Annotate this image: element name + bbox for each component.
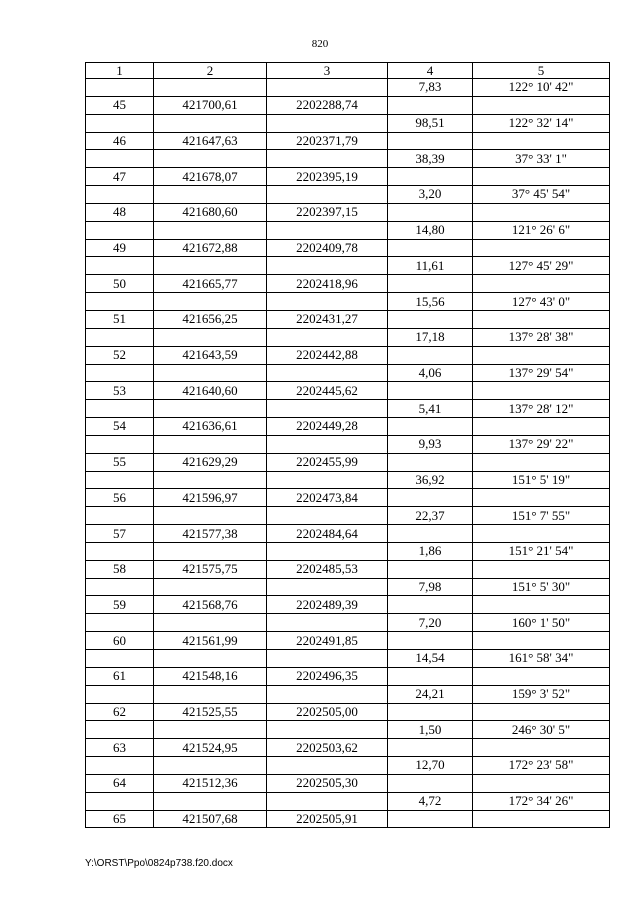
table-row — [86, 596, 610, 614]
table-cell-c4: 24,21 — [388, 685, 473, 703]
table-cell-c2: 421647,63 — [154, 132, 267, 150]
table-cell-c5: 151° 5' 19" — [473, 471, 610, 489]
table-cell-c1: 48 — [86, 203, 154, 221]
table-cell-c5: 161° 58' 34" — [473, 650, 610, 668]
table-cell-c2 — [154, 400, 267, 418]
table-cell-c1: 50 — [86, 275, 154, 293]
table-cell-c5: 160° 1' 50" — [473, 614, 610, 632]
table-cell-c2 — [154, 685, 267, 703]
table-cell-c5 — [473, 596, 610, 614]
table-row — [86, 757, 610, 775]
table-cell-c1: 49 — [86, 239, 154, 257]
table-cell-c2: 421680,60 — [154, 203, 267, 221]
table-row — [86, 114, 610, 132]
table-cell-c1: 58 — [86, 560, 154, 578]
table-cell-c1 — [86, 542, 154, 560]
table-cell-c5 — [473, 275, 610, 293]
table-cell-c2: 421636,61 — [154, 418, 267, 436]
table-cell-c4: 36,92 — [388, 471, 473, 489]
table-cell-c2: 421629,29 — [154, 453, 267, 471]
table-cell-c4 — [388, 275, 473, 293]
table-cell-c3: 2202505,30 — [267, 774, 388, 792]
table-cell-c4: 1,50 — [388, 721, 473, 739]
table-cell-c1 — [86, 364, 154, 382]
table-cell-c4 — [388, 310, 473, 328]
table-body — [86, 79, 610, 828]
table-cell-c3 — [267, 79, 388, 97]
table-cell-c1 — [86, 114, 154, 132]
table-cell-c3 — [267, 542, 388, 560]
table-row — [86, 739, 610, 757]
table-cell-c5: 137° 28' 38" — [473, 328, 610, 346]
table-row — [86, 293, 610, 311]
table-cell-c5: 172° 23' 58" — [473, 757, 610, 775]
table-cell-c4: 14,80 — [388, 221, 473, 239]
table-cell-c3: 2202445,62 — [267, 382, 388, 400]
table-row — [86, 275, 610, 293]
table-cell-c1 — [86, 650, 154, 668]
table-cell-c5: 151° 7' 55" — [473, 507, 610, 525]
table-row — [86, 810, 610, 828]
table-cell-c4: 4,06 — [388, 364, 473, 382]
table-cell-c5: 37° 33' 1" — [473, 150, 610, 168]
table-cell-c3 — [267, 578, 388, 596]
table-cell-c4: 15,56 — [388, 293, 473, 311]
table-cell-c2: 421568,76 — [154, 596, 267, 614]
table-row — [86, 257, 610, 275]
table-cell-c2: 421507,68 — [154, 810, 267, 828]
table-cell-c5: 137° 28' 12" — [473, 400, 610, 418]
table-cell-c1: 61 — [86, 667, 154, 685]
table-cell-c3 — [267, 293, 388, 311]
table-cell-c5 — [473, 810, 610, 828]
table-cell-c4 — [388, 418, 473, 436]
table-cell-c2: 421577,38 — [154, 525, 267, 543]
table-cell-c1: 60 — [86, 632, 154, 650]
table-cell-c3: 2202418,96 — [267, 275, 388, 293]
table-row — [86, 400, 610, 418]
table-cell-c2: 421700,61 — [154, 96, 267, 114]
table-cell-c5 — [473, 418, 610, 436]
table-cell-c5 — [473, 525, 610, 543]
table-cell-c4 — [388, 774, 473, 792]
table-row — [86, 310, 610, 328]
table-cell-c4 — [388, 596, 473, 614]
table-cell-c2: 421656,25 — [154, 310, 267, 328]
table-cell-c3 — [267, 721, 388, 739]
table-cell-c5 — [473, 132, 610, 150]
table-cell-c5: 159° 3' 52" — [473, 685, 610, 703]
table-cell-c2: 421561,99 — [154, 632, 267, 650]
table-cell-c4: 5,41 — [388, 400, 473, 418]
table-cell-c3 — [267, 328, 388, 346]
table-cell-c2: 421524,95 — [154, 739, 267, 757]
table-cell-c2 — [154, 578, 267, 596]
table-row — [86, 364, 610, 382]
table-cell-c2 — [154, 471, 267, 489]
table-row — [86, 721, 610, 739]
table-cell-c1: 57 — [86, 525, 154, 543]
table-cell-c4: 7,20 — [388, 614, 473, 632]
table-row — [86, 328, 610, 346]
table-row — [86, 560, 610, 578]
table-cell-c2 — [154, 614, 267, 632]
table-cell-c4 — [388, 739, 473, 757]
table-cell-c2 — [154, 721, 267, 739]
table-cell-c5 — [473, 489, 610, 507]
table-cell-c4: 3,20 — [388, 186, 473, 204]
table-cell-c1 — [86, 757, 154, 775]
table-cell-c5 — [473, 310, 610, 328]
table-cell-c2: 421575,75 — [154, 560, 267, 578]
table-cell-c1: 59 — [86, 596, 154, 614]
table-cell-c2 — [154, 257, 267, 275]
table-cell-c2: 421672,88 — [154, 239, 267, 257]
table-cell-c3: 2202503,62 — [267, 739, 388, 757]
table-cell-c2 — [154, 221, 267, 239]
table-cell-c1 — [86, 471, 154, 489]
table-cell-c3: 2202455,99 — [267, 453, 388, 471]
table-cell-c3: 2202431,27 — [267, 310, 388, 328]
table-cell-c1: 63 — [86, 739, 154, 757]
column-header-4: 4 — [388, 63, 473, 79]
table-cell-c1: 51 — [86, 310, 154, 328]
table-cell-c2 — [154, 542, 267, 560]
table-cell-c1 — [86, 328, 154, 346]
table-row — [86, 132, 610, 150]
table-row — [86, 96, 610, 114]
table-row — [86, 489, 610, 507]
table-cell-c4: 7,98 — [388, 578, 473, 596]
table-cell-c5 — [473, 667, 610, 685]
table-cell-c4: 98,51 — [388, 114, 473, 132]
table-cell-c3 — [267, 150, 388, 168]
table-row — [86, 614, 610, 632]
table-cell-c4: 14,54 — [388, 650, 473, 668]
table-cell-c5 — [473, 453, 610, 471]
table-cell-c2: 421643,59 — [154, 346, 267, 364]
table-row — [86, 650, 610, 668]
table-cell-c1 — [86, 79, 154, 97]
table-cell-c1 — [86, 578, 154, 596]
table-cell-c5 — [473, 346, 610, 364]
table-cell-c3 — [267, 364, 388, 382]
table-cell-c1: 56 — [86, 489, 154, 507]
table-row — [86, 382, 610, 400]
table-cell-c1: 47 — [86, 168, 154, 186]
table-row — [86, 453, 610, 471]
table-row — [86, 79, 610, 97]
table-cell-c3: 2202395,19 — [267, 168, 388, 186]
table-cell-c5: 246° 30' 5" — [473, 721, 610, 739]
table-cell-c3 — [267, 257, 388, 275]
table-cell-c3 — [267, 221, 388, 239]
table-row — [86, 685, 610, 703]
table-cell-c2: 421548,16 — [154, 667, 267, 685]
table-cell-c5: 122° 32' 14" — [473, 114, 610, 132]
table-row — [86, 435, 610, 453]
table-row — [86, 774, 610, 792]
table-cell-c1 — [86, 721, 154, 739]
table-row — [86, 632, 610, 650]
table-cell-c4: 22,37 — [388, 507, 473, 525]
table-cell-c3: 2202442,88 — [267, 346, 388, 364]
file-path-footer: Y:\ORST\Ppo\0824p738.f20.docx — [85, 858, 233, 869]
table-cell-c3 — [267, 114, 388, 132]
table-cell-c4 — [388, 560, 473, 578]
table-cell-c3: 2202409,78 — [267, 239, 388, 257]
table-cell-c1 — [86, 792, 154, 810]
table-cell-c4 — [388, 132, 473, 150]
table-cell-c2 — [154, 507, 267, 525]
table-cell-c4 — [388, 632, 473, 650]
table-row — [86, 203, 610, 221]
table-cell-c2 — [154, 186, 267, 204]
table-cell-c2 — [154, 114, 267, 132]
table-cell-c1: 52 — [86, 346, 154, 364]
table-cell-c3 — [267, 614, 388, 632]
column-header-2: 2 — [154, 63, 267, 79]
table-cell-c4 — [388, 489, 473, 507]
table-cell-c5 — [473, 560, 610, 578]
table-cell-c4 — [388, 667, 473, 685]
table-row — [86, 703, 610, 721]
table-cell-c4 — [388, 96, 473, 114]
table-cell-c5 — [473, 168, 610, 186]
table-cell-c3: 2202484,64 — [267, 525, 388, 543]
table-cell-c1 — [86, 614, 154, 632]
table-cell-c4: 12,70 — [388, 757, 473, 775]
table-cell-c4: 4,72 — [388, 792, 473, 810]
table-cell-c5 — [473, 239, 610, 257]
table-cell-c3: 2202371,79 — [267, 132, 388, 150]
table-cell-c3: 2202288,74 — [267, 96, 388, 114]
table-cell-c3 — [267, 507, 388, 525]
table-cell-c3: 2202496,35 — [267, 667, 388, 685]
table-cell-c1 — [86, 400, 154, 418]
table-cell-c2 — [154, 757, 267, 775]
table-cell-c5 — [473, 774, 610, 792]
table-cell-c2: 421640,60 — [154, 382, 267, 400]
table-cell-c2 — [154, 328, 267, 346]
page-number: 820 — [311, 38, 329, 50]
table-cell-c5: 127° 45' 29" — [473, 257, 610, 275]
table-cell-c3: 2202473,84 — [267, 489, 388, 507]
table-cell-c5: 127° 43' 0" — [473, 293, 610, 311]
table-cell-c5: 172° 34' 26" — [473, 792, 610, 810]
table-cell-c4 — [388, 453, 473, 471]
table-cell-c1: 45 — [86, 96, 154, 114]
table-cell-c5: 151° 21' 54" — [473, 542, 610, 560]
table-row — [86, 186, 610, 204]
table-cell-c3: 2202491,85 — [267, 632, 388, 650]
table-cell-c5 — [473, 739, 610, 757]
table-cell-c5 — [473, 382, 610, 400]
table-cell-c2: 421665,77 — [154, 275, 267, 293]
table-cell-c1 — [86, 435, 154, 453]
table-cell-c4: 11,61 — [388, 257, 473, 275]
table-cell-c4 — [388, 525, 473, 543]
table-cell-c5 — [473, 703, 610, 721]
table-cell-c5: 137° 29' 54" — [473, 364, 610, 382]
table-cell-c1: 46 — [86, 132, 154, 150]
table-cell-c3: 2202505,00 — [267, 703, 388, 721]
table-cell-c4 — [388, 810, 473, 828]
table-cell-c4 — [388, 703, 473, 721]
column-header-1: 1 — [86, 63, 154, 79]
table-cell-c2 — [154, 364, 267, 382]
table-cell-c5: 37° 45' 54" — [473, 186, 610, 204]
table-cell-c2 — [154, 150, 267, 168]
table-row — [86, 667, 610, 685]
table-cell-c1: 54 — [86, 418, 154, 436]
table-row — [86, 525, 610, 543]
table-cell-c3 — [267, 757, 388, 775]
table-cell-c5: 122° 10' 42" — [473, 79, 610, 97]
table-row — [86, 418, 610, 436]
table-cell-c4: 1,86 — [388, 542, 473, 560]
table-row — [86, 221, 610, 239]
table-cell-c4: 9,93 — [388, 435, 473, 453]
table-cell-c4 — [388, 168, 473, 186]
table-cell-c3: 2202489,39 — [267, 596, 388, 614]
table-cell-c1: 53 — [86, 382, 154, 400]
table-cell-c5: 121° 26' 6" — [473, 221, 610, 239]
table-cell-c4 — [388, 239, 473, 257]
table-cell-c1: 64 — [86, 774, 154, 792]
table-cell-c4 — [388, 382, 473, 400]
table-cell-c5: 151° 5' 30" — [473, 578, 610, 596]
table-cell-c1 — [86, 293, 154, 311]
table-cell-c2 — [154, 650, 267, 668]
table-cell-c4: 17,18 — [388, 328, 473, 346]
table-cell-c1 — [86, 507, 154, 525]
table-cell-c1 — [86, 150, 154, 168]
table-cell-c4 — [388, 203, 473, 221]
table-cell-c1 — [86, 221, 154, 239]
table-row — [86, 792, 610, 810]
table-row — [86, 471, 610, 489]
table-cell-c1 — [86, 257, 154, 275]
table-row — [86, 542, 610, 560]
table-cell-c3: 2202485,53 — [267, 560, 388, 578]
table-row — [86, 150, 610, 168]
table-cell-c1: 65 — [86, 810, 154, 828]
table-cell-c1: 62 — [86, 703, 154, 721]
table-cell-c2: 421525,55 — [154, 703, 267, 721]
table-cell-c2: 421678,07 — [154, 168, 267, 186]
table-cell-c3 — [267, 685, 388, 703]
table-cell-c3 — [267, 186, 388, 204]
table-row — [86, 168, 610, 186]
table-cell-c5 — [473, 203, 610, 221]
table-cell-c3: 2202397,15 — [267, 203, 388, 221]
table-cell-c3: 2202505,91 — [267, 810, 388, 828]
table-cell-c3 — [267, 471, 388, 489]
table-cell-c2 — [154, 293, 267, 311]
table-cell-c2: 421512,36 — [154, 774, 267, 792]
table-cell-c3 — [267, 792, 388, 810]
table-row — [86, 239, 610, 257]
table-cell-c4: 38,39 — [388, 150, 473, 168]
coordinates-table — [85, 62, 610, 828]
table-cell-c2: 421596,97 — [154, 489, 267, 507]
table-cell-c1 — [86, 186, 154, 204]
table-row — [86, 578, 610, 596]
table-cell-c5: 137° 29' 22" — [473, 435, 610, 453]
table-row — [86, 346, 610, 364]
table-row — [86, 507, 610, 525]
table-cell-c4 — [388, 346, 473, 364]
table-cell-c4: 7,83 — [388, 79, 473, 97]
table-cell-c2 — [154, 79, 267, 97]
table-cell-c2 — [154, 792, 267, 810]
column-header-5: 5 — [473, 63, 610, 79]
table-cell-c3 — [267, 400, 388, 418]
column-header-3: 3 — [267, 63, 388, 79]
table-cell-c3 — [267, 650, 388, 668]
table-cell-c3: 2202449,28 — [267, 418, 388, 436]
table-cell-c1: 55 — [86, 453, 154, 471]
table-header-row — [86, 63, 610, 79]
table-cell-c1 — [86, 685, 154, 703]
table-cell-c5 — [473, 96, 610, 114]
table-cell-c2 — [154, 435, 267, 453]
table-cell-c5 — [473, 632, 610, 650]
table-cell-c3 — [267, 435, 388, 453]
